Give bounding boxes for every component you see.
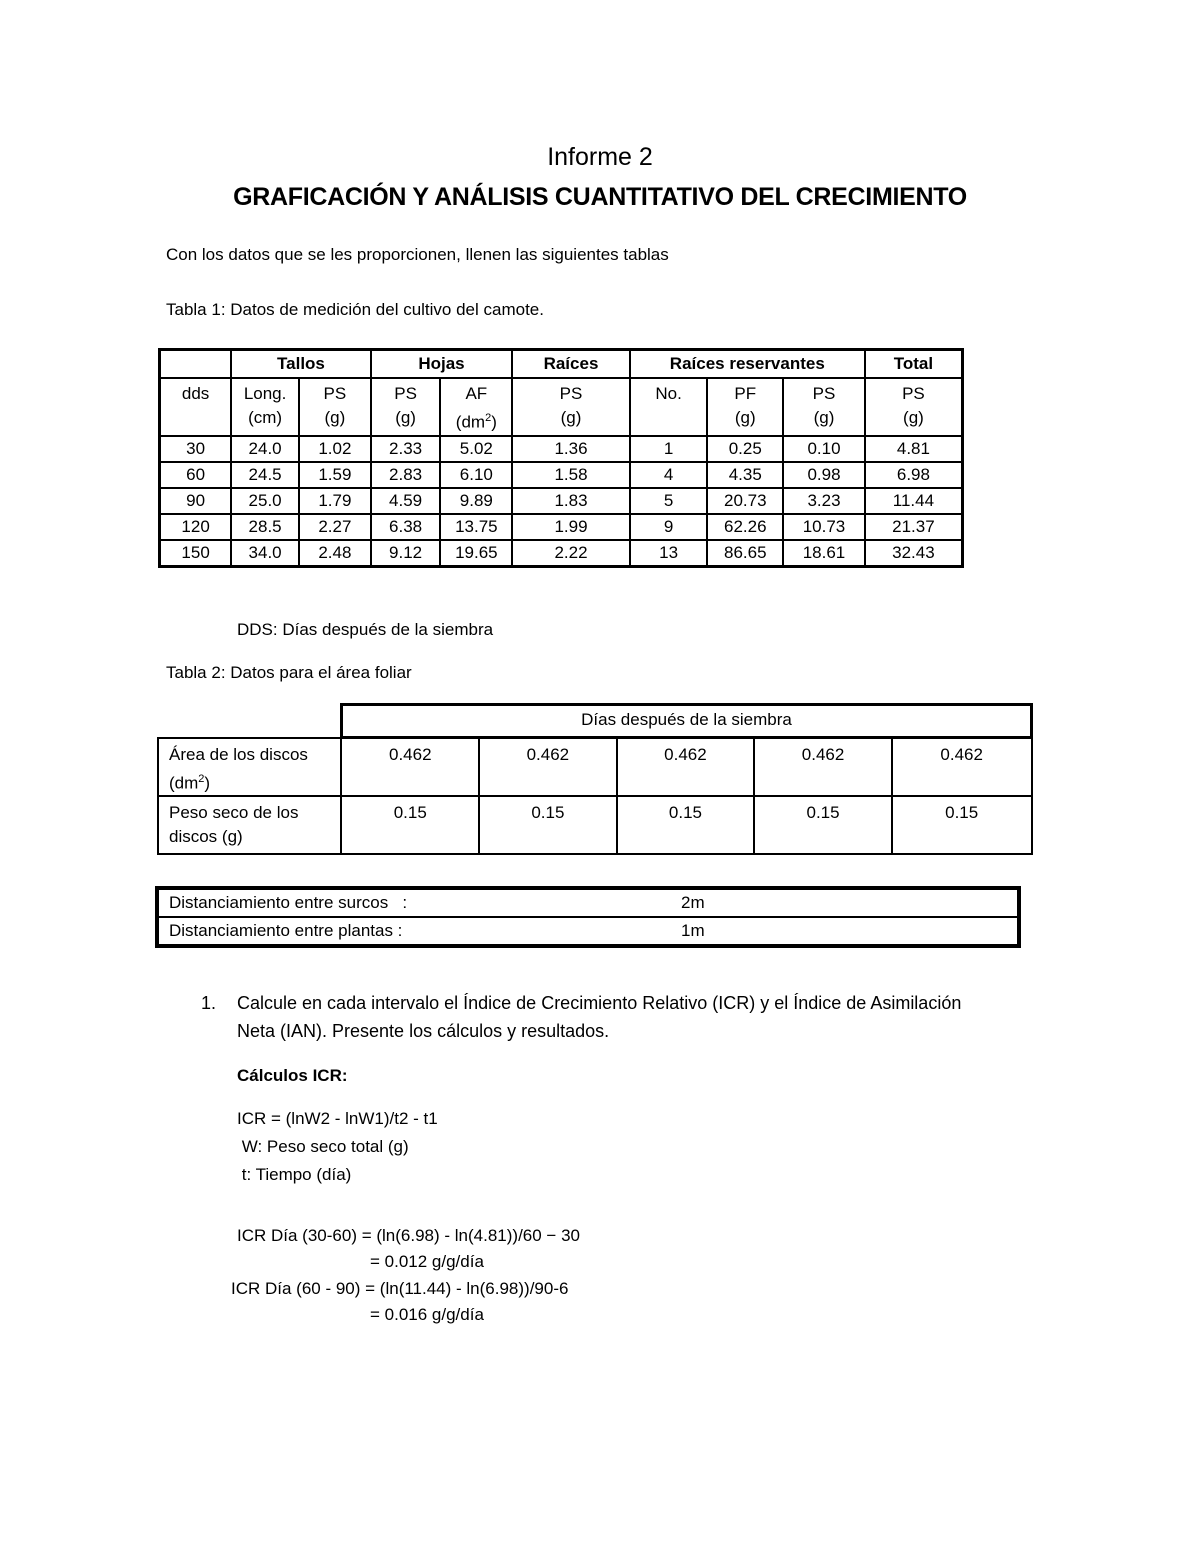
table-row bbox=[160, 540, 963, 567]
table-cell: 13 bbox=[630, 540, 708, 567]
table-cell: 18.61 bbox=[783, 540, 865, 567]
col-reservantes-no: No. bbox=[630, 378, 708, 436]
table-cell: 34.0 bbox=[231, 540, 299, 567]
table-cell: 0.15 bbox=[892, 796, 1032, 854]
col-total-ps: PS (g) bbox=[865, 378, 963, 436]
icr-interval-2-result: = 0.016 g/g/día bbox=[370, 1305, 484, 1324]
table-cell: 60 bbox=[160, 462, 232, 488]
spacing-surcos-label: Distanciamiento entre surcos : bbox=[169, 893, 408, 912]
col-reservantes-pf: PF (g) bbox=[707, 378, 783, 436]
group-total: Total bbox=[865, 350, 963, 379]
table-cell: 30 bbox=[160, 436, 232, 462]
table1-caption: Tabla 1: Datos de medición del cultivo del camote. bbox=[166, 300, 544, 319]
table-cell: 0.462 bbox=[617, 738, 755, 797]
table-cell: 3.23 bbox=[783, 488, 865, 514]
table-cell: 6.10 bbox=[440, 462, 512, 488]
spacing-row-plantas bbox=[157, 917, 1019, 946]
table-cell: 5.02 bbox=[440, 436, 512, 462]
table-cell: 24.0 bbox=[231, 436, 299, 462]
peso-row-label: Peso seco de los discos (g) bbox=[158, 796, 341, 854]
table-cell: 0.98 bbox=[783, 462, 865, 488]
calc-formula: ICR = (lnW2 - lnW1)/t2 - t1 bbox=[237, 1109, 438, 1128]
spacing-plantas-label: Distanciamiento entre plantas : bbox=[169, 921, 403, 940]
table3-spacing bbox=[155, 886, 1021, 948]
table-cell: 1.36 bbox=[512, 436, 630, 462]
table-cell: 0.462 bbox=[479, 738, 617, 797]
col-raices-ps: PS (g) bbox=[512, 378, 630, 436]
table-cell: 1.79 bbox=[299, 488, 371, 514]
table1-corner-cell bbox=[160, 350, 232, 379]
table-cell: 120 bbox=[160, 514, 232, 540]
table-cell: 19.65 bbox=[440, 540, 512, 567]
table-cell: 9.12 bbox=[371, 540, 441, 567]
table-cell: 0.15 bbox=[479, 796, 617, 854]
table-cell: 0.15 bbox=[341, 796, 479, 854]
col-reservantes-ps: PS (g) bbox=[783, 378, 865, 436]
table1-subheader-row bbox=[160, 378, 963, 436]
table-cell: 6.98 bbox=[865, 462, 963, 488]
table-row bbox=[158, 796, 1032, 854]
area-row-label: Área de los discos $(dm^2)$ bbox=[158, 738, 341, 797]
table2-leaf-area bbox=[157, 703, 1033, 855]
table-cell: 6.38 bbox=[371, 514, 441, 540]
table-cell: 2.83 bbox=[371, 462, 441, 488]
table-cell: 150 bbox=[160, 540, 232, 567]
col-tallos-ps: PS (g) bbox=[299, 378, 371, 436]
calc-heading: Cálculos ICR: bbox=[237, 1066, 348, 1085]
table-cell: 0.462 bbox=[892, 738, 1032, 797]
table-row bbox=[160, 514, 963, 540]
table-row bbox=[160, 436, 963, 462]
table2-corner-cell bbox=[158, 705, 341, 738]
table-cell: 32.43 bbox=[865, 540, 963, 567]
table1-group-header-row bbox=[160, 350, 963, 379]
table-row bbox=[160, 488, 963, 514]
table2-header: Días después de la siembra bbox=[341, 705, 1031, 738]
icr-interval-1-result: = 0.012 g/g/día bbox=[370, 1252, 484, 1271]
group-tallos: Tallos bbox=[231, 350, 371, 379]
table-cell: 0.25 bbox=[707, 436, 783, 462]
table-cell: 0.462 bbox=[754, 738, 892, 797]
table-cell: 2.33 bbox=[371, 436, 441, 462]
document-subtitle: GRAFICACIÓN Y ANÁLISIS CUANTITATIVO DEL CRECIMIENTO bbox=[233, 183, 967, 211]
table-cell: 1.83 bbox=[512, 488, 630, 514]
table-row bbox=[157, 888, 1019, 917]
table-cell: 4.81 bbox=[865, 436, 963, 462]
table-cell: 28.5 bbox=[231, 514, 299, 540]
col-hojas-ps: PS (g) bbox=[371, 378, 441, 436]
table-cell: 0.10 bbox=[783, 436, 865, 462]
table-row bbox=[160, 462, 963, 488]
col-dds: dds bbox=[160, 378, 232, 436]
table-cell: 0.462 bbox=[341, 738, 479, 797]
col-hojas-af: AF $(dm^2)$ bbox=[440, 378, 512, 436]
question-line2: Neta (IAN). Presente los cálculos y resultados. bbox=[237, 1021, 610, 1041]
table-cell: 1.99 bbox=[512, 514, 630, 540]
table-cell: 2.27 bbox=[299, 514, 371, 540]
table-cell: 0.15 bbox=[754, 796, 892, 854]
table-cell: 25.0 bbox=[231, 488, 299, 514]
table-cell: 24.5 bbox=[231, 462, 299, 488]
icr-interval-2: ICR Día (60 - 90) = (ln(11.44) - ln(6.98))/90-6 bbox=[231, 1279, 569, 1298]
table-cell: 4.35 bbox=[707, 462, 783, 488]
group-raices: Raíces bbox=[512, 350, 630, 379]
question-line1: Calcule en cada intervalo el Índice de Crecimiento Relativo (ICR) y el Índice de Asimilación bbox=[237, 993, 962, 1013]
spacing-plantas-value: 1m bbox=[681, 921, 705, 940]
calc-w-definition: W: Peso seco total (g) bbox=[237, 1137, 409, 1156]
table2-header-row bbox=[158, 705, 1032, 738]
spacing-row-surcos bbox=[157, 888, 1019, 917]
table-cell: 20.73 bbox=[707, 488, 783, 514]
table-cell: 9 bbox=[630, 514, 708, 540]
table1-crop-measurements bbox=[158, 348, 964, 568]
group-raices-reservantes: Raíces reservantes bbox=[630, 350, 865, 379]
table-cell: 10.73 bbox=[783, 514, 865, 540]
table-cell: 13.75 bbox=[440, 514, 512, 540]
table-cell: 62.26 bbox=[707, 514, 783, 540]
question-number: 1. bbox=[201, 993, 217, 1013]
col-tallos-long: Long. (cm) bbox=[231, 378, 299, 436]
dds-note: DDS: Días después de la siembra bbox=[237, 620, 494, 639]
table-cell: 1.58 bbox=[512, 462, 630, 488]
table-row bbox=[158, 738, 1032, 797]
intro-text: Con los datos que se les proporcionen, llenen las siguientes tablas bbox=[166, 245, 669, 264]
table-cell: 2.48 bbox=[299, 540, 371, 567]
table-cell: 86.65 bbox=[707, 540, 783, 567]
table-row bbox=[157, 917, 1019, 946]
table-cell: 4 bbox=[630, 462, 708, 488]
table-cell: 1.59 bbox=[299, 462, 371, 488]
spacing-surcos-value: 2m bbox=[681, 893, 705, 912]
table-cell: 2.22 bbox=[512, 540, 630, 567]
table-cell: 0.15 bbox=[617, 796, 755, 854]
table-cell: 4.59 bbox=[371, 488, 441, 514]
table-cell: 90 bbox=[160, 488, 232, 514]
table-cell: 11.44 bbox=[865, 488, 963, 514]
table-cell: 21.37 bbox=[865, 514, 963, 540]
document-title: Informe 2 bbox=[547, 143, 653, 171]
table-cell: 1.02 bbox=[299, 436, 371, 462]
table-cell: 5 bbox=[630, 488, 708, 514]
group-hojas: Hojas bbox=[371, 350, 513, 379]
icr-interval-1: ICR Día (30-60) = (ln(6.98) - ln(4.81))/60 − 30 bbox=[237, 1226, 580, 1245]
table2-caption: Tabla 2: Datos para el área foliar bbox=[166, 663, 412, 682]
table-cell: 9.89 bbox=[440, 488, 512, 514]
calc-t-definition: t: Tiempo (día) bbox=[237, 1165, 352, 1184]
table-cell: 1 bbox=[630, 436, 708, 462]
